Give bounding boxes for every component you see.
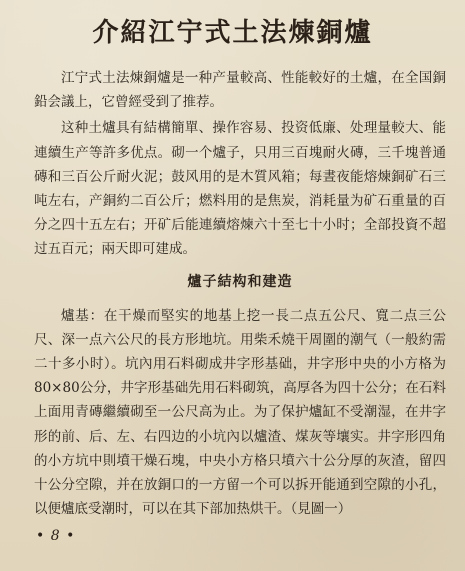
section-heading: 爐子結构和建造 bbox=[187, 273, 293, 290]
page-number: • 8 • bbox=[36, 528, 76, 544]
article-body bbox=[34, 66, 446, 521]
intro-paragraph: 江宁式土法煉銅爐是一种产量較高、性能較好的土爐，在全国銅鉛会議上，它曾經受到了推荐。 bbox=[34, 70, 446, 111]
furnace-base-paragraph: 爐基：在干燥而堅实的地基上挖一長二点五公尺、寬二点三公尺、深一点六公尺的長方形地坑。用柴禾燒干周圍的潮气（一般約需二十多小时）。坑內用石料砌成井字形基础，井字形中央的小方格为80×80公分，井字形基础先用石料砌筑，高厚各为四十公分；在石料上面用青磚繼續砌至一公尺高为止。为了保护爐缸不受潮湿，在井字形的前、后、左、右四边的小坑內以爐渣、煤灰等壤实。井字形四角的小方坑中則墳干燥石塊，中央小方格只墳六十公分厚的灰渣，留四十公分空隙，并在放銅口的一方留一个可以拆开能通到空隙的小孔，以便爐底受潮时，可以在其下部加热烘干。（見圖一） bbox=[34, 307, 446, 518]
features-paragraph: 这种土爐具有結構簡單、操作容易、投资低廉、处理量較大、能連續生产等許多优点。砌一个爐子，只用三百塊耐火磚，三千塊普通磚和三百公斤耐火泥；鼓风用的是木質风箱；每晝夜能熔煉銅矿石三吨左右，产銅約二百公斤；燃料用的是焦炭，消耗量为矿石重量的百分之四十五左右；开矿后能連續熔煉六十至七十小时；全部投資不超过五百元；兩天即可建成。 bbox=[34, 120, 446, 258]
article-title: 介紹江宁式土法煉銅爐 bbox=[92, 18, 373, 48]
